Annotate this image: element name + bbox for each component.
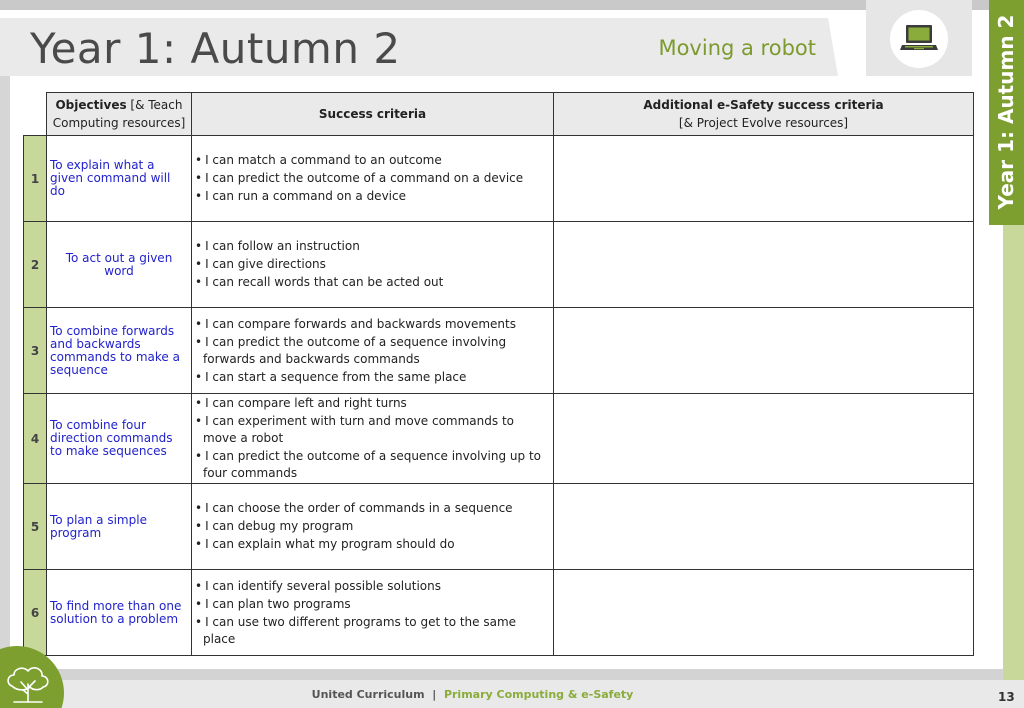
success-criteria xyxy=(192,308,554,394)
criteria-item: • I can choose the order of commands in a sequence xyxy=(195,500,549,517)
criteria-item: • I can experiment with turn and move commands to move a robot xyxy=(195,413,549,447)
success-header: Success criteria xyxy=(192,93,554,136)
top-strip xyxy=(0,0,990,10)
side-tab-label: Year 1: Autumn 2 xyxy=(994,14,1018,210)
side-strip xyxy=(1003,225,1024,680)
esafety-cell xyxy=(554,222,974,308)
page-subtitle: Moving a robot xyxy=(658,36,816,60)
objective-link[interactable]: To combine forwards and backwards commands to make a sequence xyxy=(47,308,192,394)
table-row xyxy=(24,136,974,222)
objective-link[interactable]: To act out a given word xyxy=(47,222,192,308)
success-criteria xyxy=(192,222,554,308)
criteria-item: • I can use two different programs to get to the same place xyxy=(195,614,549,648)
objective-link[interactable]: To find more than one solution to a problem xyxy=(47,570,192,656)
esafety-cell xyxy=(554,570,974,656)
esafety-cell xyxy=(554,136,974,222)
objectives-header: Objectives [& Teach Computing resources] xyxy=(47,93,192,136)
left-strip xyxy=(0,76,10,680)
esafety-cell xyxy=(554,484,974,570)
laptop-icon xyxy=(899,21,939,55)
criteria-item: • I can run a command on a device xyxy=(195,188,549,205)
row-number: 5 xyxy=(24,484,47,570)
table-row xyxy=(24,222,974,308)
footer-divider xyxy=(0,669,1003,680)
page-title: Year 1: Autumn 2 xyxy=(30,24,401,73)
table-header-row xyxy=(24,93,974,136)
success-criteria xyxy=(192,484,554,570)
objective-link[interactable]: To plan a simple program xyxy=(47,484,192,570)
table-corner xyxy=(24,93,47,136)
table-row xyxy=(24,570,974,656)
criteria-item: • I can plan two programs xyxy=(195,596,549,613)
row-number: 4 xyxy=(24,394,47,484)
row-number: 1 xyxy=(24,136,47,222)
criteria-item: • I can debug my program xyxy=(195,518,549,535)
criteria-item: • I can predict the outcome of a command on a device xyxy=(195,170,549,187)
objective-link[interactable]: To combine four direction commands to make sequences xyxy=(47,394,192,484)
row-number: 3 xyxy=(24,308,47,394)
curriculum-table xyxy=(23,92,974,656)
success-criteria xyxy=(192,136,554,222)
table-row xyxy=(24,308,974,394)
row-number: 2 xyxy=(24,222,47,308)
esafety-cell xyxy=(554,394,974,484)
criteria-item: • I can follow an instruction xyxy=(195,238,549,255)
esafety-cell xyxy=(554,308,974,394)
page-number: 13 xyxy=(998,690,1015,704)
criteria-item: • I can compare left and right turns xyxy=(195,395,549,412)
criteria-item: • I can compare forwards and backwards movements xyxy=(195,316,549,333)
criteria-item: • I can give directions xyxy=(195,256,549,273)
criteria-item: • I can predict the outcome of a sequence involving forwards and backwards commands xyxy=(195,334,549,368)
criteria-item: • I can match a command to an outcome xyxy=(195,152,549,169)
criteria-item: • I can predict the outcome of a sequence involving up to four commands xyxy=(195,448,549,482)
criteria-item: • I can explain what my program should do xyxy=(195,536,549,553)
criteria-item: • I can identify several possible solutions xyxy=(195,578,549,595)
table-row xyxy=(24,484,974,570)
esafety-header: Additional e-Safety success criteria [& Project Evolve resources] xyxy=(554,93,974,136)
success-criteria xyxy=(192,570,554,656)
criteria-item: • I can start a sequence from the same place xyxy=(195,369,549,386)
objective-link[interactable]: To explain what a given command will do xyxy=(47,136,192,222)
table-row xyxy=(24,394,974,484)
criteria-item: • I can recall words that can be acted out xyxy=(195,274,549,291)
footer-text: United Curriculum | Primary Computing & e-Safety xyxy=(311,688,634,701)
row-number: 6 xyxy=(24,570,47,656)
success-criteria xyxy=(192,394,554,484)
